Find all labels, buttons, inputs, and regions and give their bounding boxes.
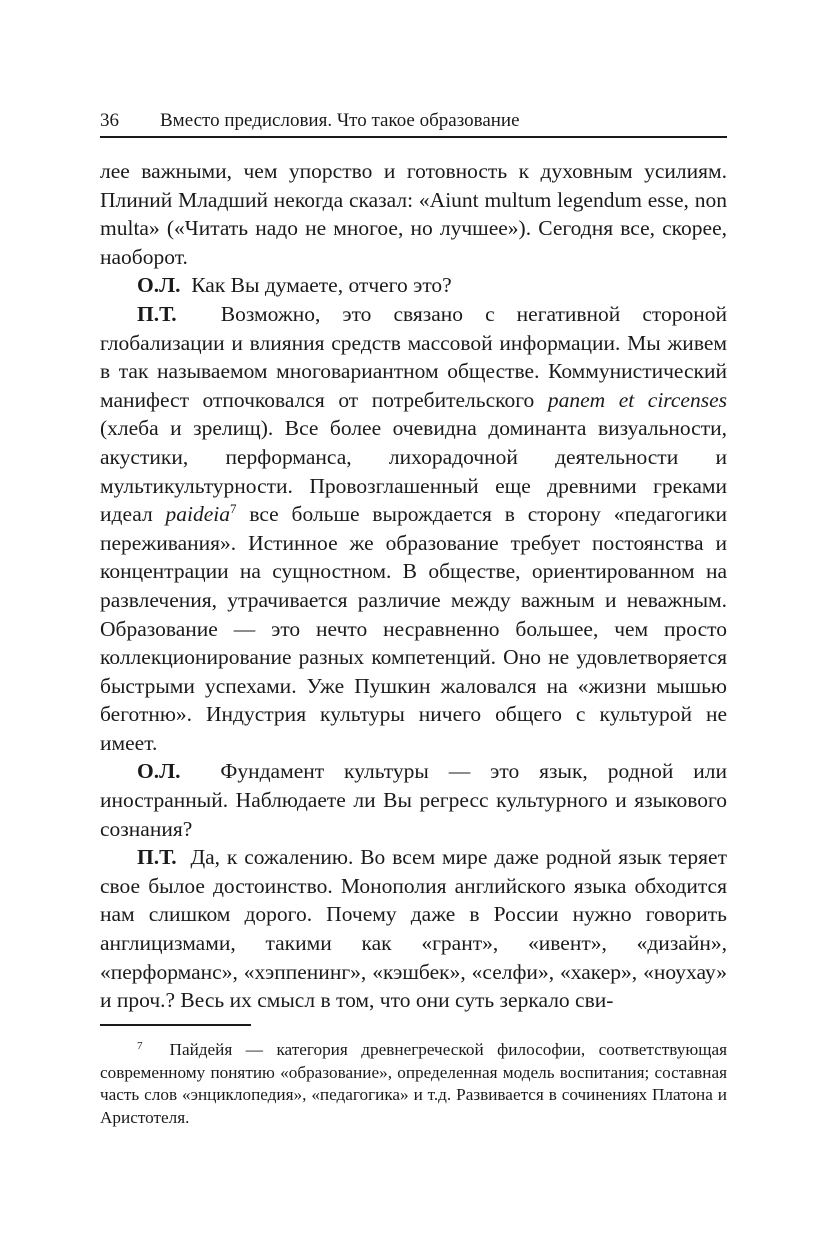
page-number: 36 [100, 110, 119, 131]
paragraph-text: лее важными, чем упорство и готовность к духовным усилиям. Плиний Младший некогда сказал: «Aiunt multum legendum esse, non multa» («Читать надо не многое, но лучшее»). Сегодня все, скорее, наоборот. [100, 159, 727, 269]
paragraph [100, 157, 727, 271]
footnote-text: Пайдейя — категория древнегреческой философии, соответствующая современному понятию «образование», определенная модель воспитания; составная часть слов «энциклопедия», «педагогика» и т.д. Развивается в сочинениях Платона и Аристотеля. [100, 1040, 727, 1127]
speaker-label: П.Т. [137, 301, 177, 326]
running-title: Вместо предисловия. Что такое образование [160, 110, 520, 131]
running-header [100, 106, 727, 138]
paragraph [100, 757, 727, 843]
paragraph [100, 843, 727, 1015]
paragraph-text: (хлеба и зрелищ). Все более очевидна доминанта визуальности, акустики, перформанса, лихорадочной деятельности и мультикультурности. Провозглашенный еще древними греками идеал [100, 416, 727, 527]
footnote-separator [100, 1024, 251, 1026]
latin-term: paideia [165, 502, 231, 527]
footnote-marker: 7 [137, 1040, 143, 1052]
footnote [100, 1039, 727, 1129]
speaker-label: П.Т. [137, 845, 177, 870]
paragraph [100, 271, 727, 300]
speaker-label: О.Л. [137, 273, 181, 298]
paragraph-text: Фундамент культуры — это язык, родной или иностранный. Наблюдаете ли Вы регресс культурного и языкового сознания? [100, 759, 727, 841]
paragraph-text: Да, к сожалению. Во всем мире даже родной язык теряет свое былое достоинство. Монополия английского языка обходится нам слишком дорого. Почему даже в России нужно говорить англицизмами, такими как «грант», «ивент», «дизайн», «перформанс», «хэппенинг», «кэшбек», «селфи», «хакер», «ноухау» и проч.? Весь их смысл в том, что они суть зеркало сви- [100, 845, 727, 1013]
paragraph-text: Как Вы думаете, отчего это? [191, 273, 452, 298]
paragraph [100, 300, 727, 758]
speaker-label: О.Л. [137, 759, 181, 784]
paragraph-text: Возможно, это связано с негативной стороной глобализации и влияния средств массовой информации. Мы живем в так называемом многовариантном обществе. Коммунистический манифест отпочковался от потребительского [100, 301, 728, 412]
latin-phrase: panem et circenses [547, 387, 727, 412]
footnote-reference[interactable]: 7 [230, 501, 237, 517]
main-text [100, 157, 727, 1015]
paragraph-text: все больше вырождается в сторону «педагогики переживания». Истинное же образование требует постоянства и концентрации на сущностном. В обществе, ориентированном на развлечения, утрачивается различие между важным и неважным. Образование — это нечто несравненно большее, чем просто коллекционирование разных компетенций. Оно не удовлетворяется быстрыми успехами. Уже Пушкин жаловался на «жизни мышью беготню». Индустрия культуры ничего общего с культурой не имеет. [100, 502, 727, 755]
